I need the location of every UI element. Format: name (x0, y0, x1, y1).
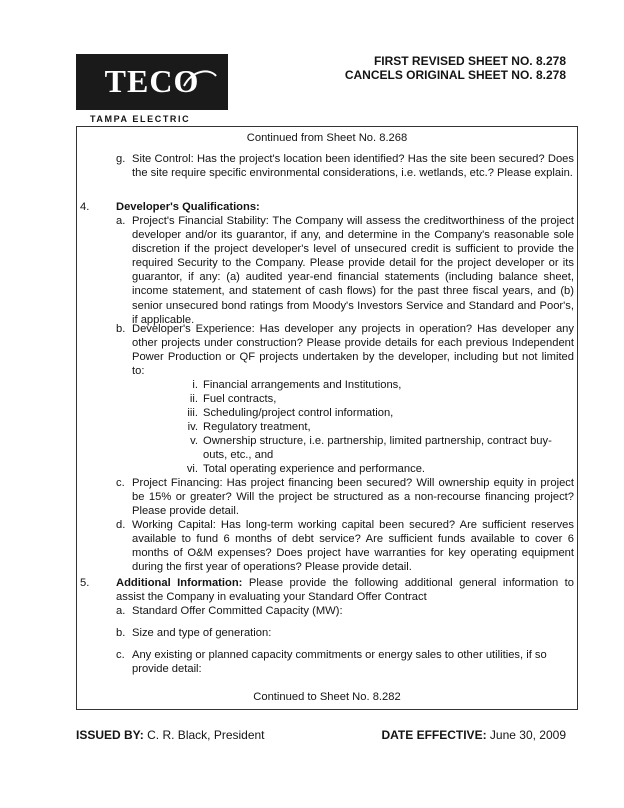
sub-item-number: iii. (187, 407, 198, 419)
continued-to: Continued to Sheet No. 8.282 (253, 691, 401, 703)
section-4-heading: Developer's Qualifications: (116, 201, 260, 213)
logo-subtitle: TAMPA ELECTRIC (90, 114, 191, 124)
continued-from: Continued from Sheet No. 8.268 (246, 132, 408, 144)
item-4c-marker: c. (116, 477, 125, 489)
section-5-text: Please provide the following additional general information to assist the Company in evaluating your Standard Offer Contract (116, 577, 574, 604)
cancels-sheet-number: CANCELS ORIGINAL SHEET NO. 8.278 (344, 68, 566, 82)
item-g-marker: g. (116, 153, 126, 165)
date-effective-value: June 30, 2009 (489, 728, 566, 742)
sub-item-text: Scheduling/project control information, (203, 407, 394, 419)
item-4d-marker: d. (116, 519, 126, 531)
section-5-heading: Additional Information: (116, 577, 243, 589)
sub-item-number: vi. (186, 463, 198, 475)
logo-swoosh-icon (180, 66, 220, 94)
sub-item-number: v. (190, 435, 198, 447)
sub-item-text: Ownership structure, i.e. partnership, limited partnership, contract buy-outs, etc., and (203, 435, 552, 462)
item-4b-marker: b. (116, 323, 126, 335)
working-capital-text: Working Capital: Has long-term working capital been secured? Are sufficient reserves available to fund 6 months of debt service? Are sufficient funds available to cover 6 months of O&M expenses? Does project have warranties for key operating equipment during the first year of operations? Please provide detail. (132, 519, 574, 574)
developer-experience-text: Developer's Experience: Has developer any projects in operation? Has developer any other projects under construction? Please provide details for each previous Independent Power Production or QF projects undertaken by the developer, including but not limited to: (132, 323, 574, 378)
issued-by-label: ISSUED BY: (76, 728, 144, 742)
logo-wordmark: TECO (104, 63, 200, 99)
site-control-text: Site Control: Has the project's location been identified? Has the site been secured? Does the site require specific environmental considerations, i.e. wetlands, etc.? Please explain. (132, 153, 574, 180)
sub-item-number: ii. (189, 393, 198, 405)
project-financing-text: Project Financing: Has project financing been secured? Will ownership equity in project be 15% or greater? Will the project be structured as a non-recourse financing project? Please provide detail. (132, 477, 574, 518)
item-5a-marker: a. (116, 605, 126, 617)
section-5-paragraph (116, 576, 574, 604)
date-effective-label: DATE EFFECTIVE: (381, 728, 487, 742)
sub-item-text: Regulatory treatment, (203, 421, 311, 433)
item-5b-marker: b. (116, 627, 126, 639)
section-4-number: 4. (80, 201, 90, 213)
committed-capacity-text: Standard Offer Committed Capacity (MW): (132, 605, 343, 617)
sub-item-number: iv. (187, 421, 198, 433)
date-effective (381, 728, 566, 742)
financial-stability-text: Project's Financial Stability: The Company will assess the creditworthiness of the project developer and/or its guarantor, if any, and determine in the Company's reasonable sole discretion if the project developer's level of unsecured credit is sufficient to provide the required Security to the Company. Please provide detail for the project developer or its guarantor, if any: (a) audited year-end financial statements (including balance sheet, income statement, and statement of cash flows) for the past three fiscal years, and (b) senior unsecured bond ratings from Moody's Investors Service and Standard and Poor's, if applicable. (132, 215, 574, 326)
sub-item-text: Fuel contracts, (203, 393, 277, 405)
capacity-commitments-text: Any existing or planned capacity commitments or energy sales to other utilities, if so provide detail: (132, 649, 547, 676)
sub-item-text: Total operating experience and performance. (203, 463, 426, 475)
item-5c-marker: c. (116, 649, 125, 661)
issued-by-value: C. R. Black, President (147, 728, 265, 742)
sub-item-text: Financial arrangements and Institutions, (203, 379, 402, 391)
sub-item-number: i. (192, 379, 198, 391)
issued-by (76, 728, 265, 742)
teco-logo (76, 54, 228, 110)
section-5-number: 5. (80, 577, 90, 589)
size-type-text: Size and type of generation: (132, 627, 272, 639)
item-4a-marker: a. (116, 215, 126, 227)
sheet-number: FIRST REVISED SHEET NO. 8.278 (373, 54, 566, 68)
